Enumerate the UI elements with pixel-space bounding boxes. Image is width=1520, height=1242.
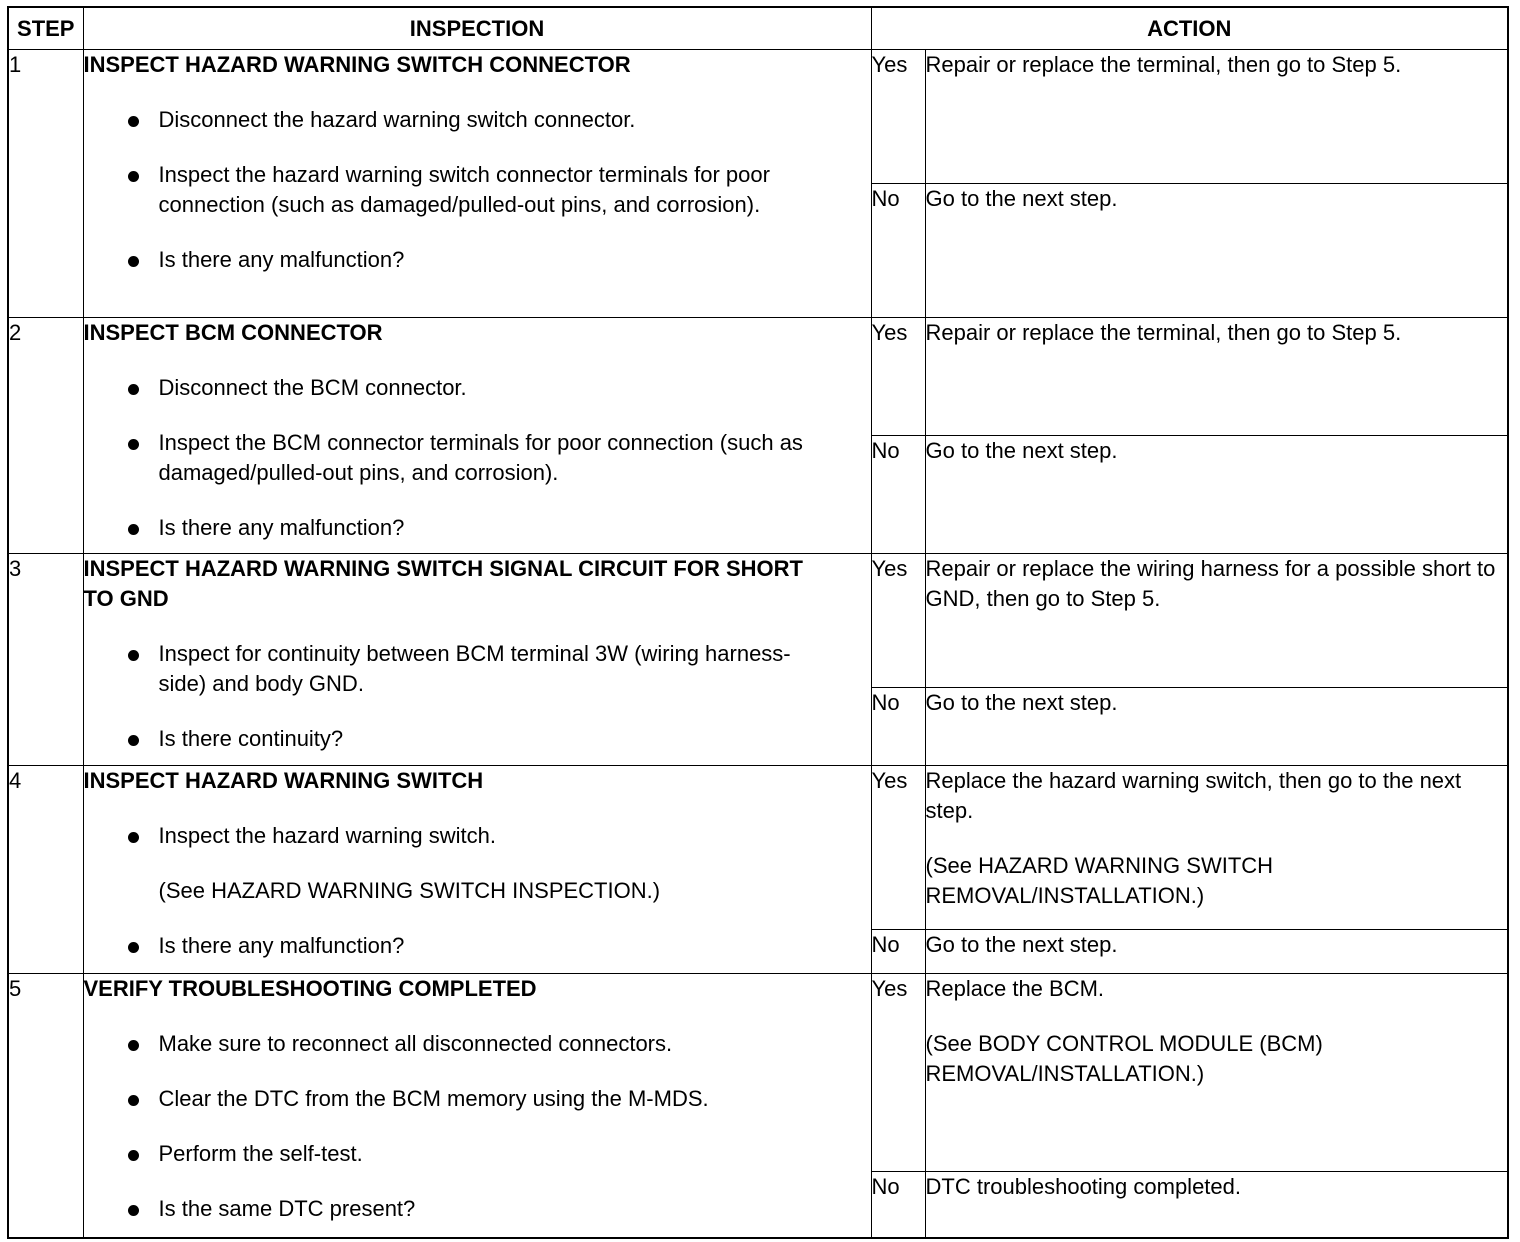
no-label: No: [871, 930, 925, 974]
bullet-item: Is there any malfunction?: [84, 513, 871, 543]
bullet-icon: [128, 1205, 139, 1216]
step-inspection: [83, 554, 871, 766]
step-inspection: [83, 766, 871, 974]
step-number: 4: [8, 766, 83, 974]
step-4-yes-row: [8, 766, 1508, 930]
no-action: Go to the next step.: [925, 184, 1508, 318]
bullet-icon: [128, 1095, 139, 1106]
yes-label: Yes: [871, 766, 925, 930]
yes-action: Replace the BCM. (See BODY CONTROL MODULE (BCM) REMOVAL/INSTALLATION.): [925, 974, 1508, 1172]
yes-action: Repair or replace the terminal, then go to Step 5.: [925, 318, 1508, 436]
bullet-item: Inspect the hazard warning switch connector terminals for poor connection (such as damaged/pulled-out pins, and corrosion).: [84, 160, 871, 220]
bullet-icon: [128, 1150, 139, 1161]
yes-action: Repair or replace the terminal, then go to Step 5.: [925, 50, 1508, 184]
bullet-item: Perform the self-test.: [84, 1139, 871, 1169]
bullet-icon: [128, 942, 139, 953]
bullet-icon: [128, 735, 139, 746]
step-title: VERIFY TROUBLESHOOTING COMPLETED: [83, 976, 537, 1001]
bullet-item: Clear the DTC from the BCM memory using the M-MDS.: [84, 1084, 871, 1114]
bullet-item: Disconnect the hazard warning switch connector.: [84, 105, 871, 135]
bullet-icon: [128, 832, 139, 843]
no-label: No: [871, 436, 925, 554]
bullet-icon: [128, 1040, 139, 1051]
step-title: INSPECT HAZARD WARNING SWITCH: [83, 768, 484, 793]
no-action: Go to the next step.: [925, 930, 1508, 974]
bullet-item: Is there any malfunction?: [84, 931, 871, 961]
bullet-item: Disconnect the BCM connector.: [84, 373, 871, 403]
no-action: Go to the next step.: [925, 688, 1508, 766]
yes-label: Yes: [871, 318, 925, 436]
yes-label: Yes: [871, 50, 925, 184]
bullet-icon: [128, 650, 139, 661]
step-3-yes-row: [8, 554, 1508, 688]
bullet-item: Inspect for continuity between BCM terminal 3W (wiring harness-side) and body GND.: [84, 639, 871, 699]
bullet-item: Is there any malfunction?: [84, 245, 871, 275]
bullet-icon: [128, 524, 139, 535]
step-title: INSPECT HAZARD WARNING SWITCH CONNECTOR: [83, 52, 631, 77]
step-number: 3: [8, 554, 83, 766]
step-inspection: [83, 974, 871, 1238]
header-inspection: INSPECTION: [83, 7, 871, 50]
bullet-icon: [128, 384, 139, 395]
bullet-icon: [128, 171, 139, 182]
bullet-item: Inspect the BCM connector terminals for poor connection (such as damaged/pulled-out pins, and corrosion).: [84, 428, 871, 488]
step-1-yes-row: [8, 50, 1508, 184]
bullet-item: Is there continuity?: [84, 724, 871, 754]
header-step: STEP: [8, 7, 83, 50]
yes-label: Yes: [871, 554, 925, 688]
bullet-icon: [128, 439, 139, 450]
step-2-yes-row: [8, 318, 1508, 436]
bullet-icon: [128, 116, 139, 127]
step-number: 5: [8, 974, 83, 1238]
step-inspection: [83, 318, 871, 554]
no-label: No: [871, 688, 925, 766]
yes-action: Replace the hazard warning switch, then go to the next step. (See HAZARD WARNING SWITCH REMOVAL/INSTALLATION.): [925, 766, 1508, 930]
bullet-icon: [128, 256, 139, 267]
header-action: ACTION: [871, 7, 1508, 50]
step-inspection: [83, 50, 871, 318]
diagnostic-procedure-table: [7, 6, 1509, 1239]
yes-action: Repair or replace the wiring harness for a possible short to GND, then go to Step 5.: [925, 554, 1508, 688]
step-title: INSPECT HAZARD WARNING SWITCH SIGNAL CIRCUIT FOR SHORT TO GND: [83, 556, 803, 611]
no-action: DTC troubleshooting completed.: [925, 1172, 1508, 1238]
step-number: 1: [8, 50, 83, 318]
bullet-item: Make sure to reconnect all disconnected connectors.: [84, 1029, 871, 1059]
no-action: Go to the next step.: [925, 436, 1508, 554]
no-label: No: [871, 1172, 925, 1238]
step-number: 2: [8, 318, 83, 554]
step-title: INSPECT BCM CONNECTOR: [83, 320, 383, 345]
bullet-item: Is the same DTC present?: [84, 1194, 871, 1224]
yes-label: Yes: [871, 974, 925, 1172]
bullet-item: Inspect the hazard warning switch.: [84, 821, 871, 851]
no-label: No: [871, 184, 925, 318]
header-row: [8, 7, 1508, 50]
reference-note: (See HAZARD WARNING SWITCH INSPECTION.): [158, 878, 661, 903]
step-5-yes-row: [8, 974, 1508, 1172]
